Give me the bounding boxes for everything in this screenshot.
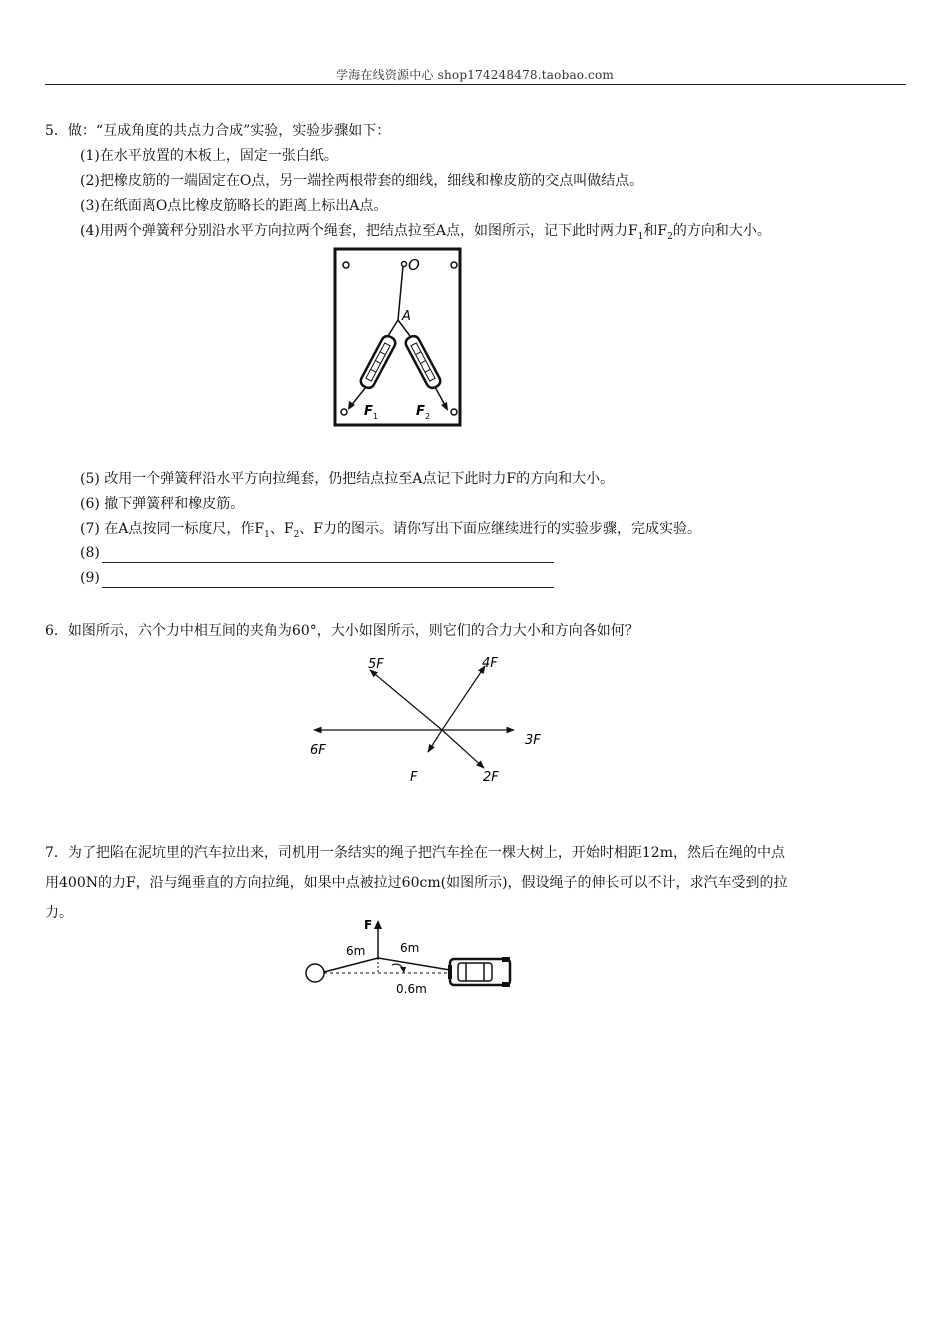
- label-f1-sub: 1: [373, 412, 379, 421]
- q7-line-1: 7．为了把陷在泥坑里的汽车拉出来，司机用一条结实的绳子把汽车拴在一棵大树上，开始时相距12m，然后在绳的中点: [45, 845, 785, 861]
- q5-step-6: (6) 撤下弹簧秤和橡皮筋。: [80, 496, 245, 512]
- q7-figure: [300, 915, 515, 1000]
- answer-blank-9[interactable]: [102, 571, 554, 588]
- rope-right: [378, 958, 450, 970]
- answer-blank-8[interactable]: [102, 546, 554, 563]
- q7-line-3: 力。: [45, 905, 73, 921]
- q7-line-2: 用400N的力F，沿与绳垂直的方向拉绳，如果中点被拉过60cm(如图所示)，假设绳子的伸长可以不计，求汽车受到的拉: [45, 875, 788, 891]
- force-5f: [370, 670, 442, 730]
- force-4f: [442, 666, 485, 730]
- car: [448, 957, 510, 987]
- page-header: 学海在线资源中心 shop174248478.taobao.com: [336, 68, 614, 82]
- label-force-f: F: [364, 918, 373, 932]
- q5-step-1: (1)在水平放置的木板上，固定一张白纸。: [80, 148, 338, 164]
- q5-step-4: (4)用两个弹簧秤分别沿水平方向拉两个绳套，把结点拉至A点，如图所示，记下此时两力$F_1$和$F_2$的方向和大小。: [80, 223, 771, 242]
- label-o: O: [408, 256, 420, 274]
- force-1f: [428, 730, 442, 752]
- tree-circle: [306, 964, 324, 982]
- rope-left: [324, 958, 378, 972]
- q5-step-2: (2)把橡皮筋的一端固定在O点，另一端拴两根带套的细线，细线和橡皮筋的交点叫做结点。: [80, 173, 644, 189]
- q5-step-5: (5) 改用一个弹簧秤沿水平方向拉绳套，仍把结点拉至A点记下此时力F的方向和大小。: [80, 471, 615, 487]
- label-2f: 2F: [483, 770, 499, 785]
- label-f1: F: [364, 404, 373, 419]
- q6-text: 6．如图所示，六个力中相互间的夹角为60°，大小如图所示，则它们的合力大小和方向各如何？: [45, 623, 639, 639]
- label-3f: 3F: [525, 733, 541, 748]
- label-left-6m: 6m: [346, 944, 366, 958]
- q5-step-7: (7) 在A点按同一标度尺，作$F_1$、$F_2$、F力的图示。请你写出下面应继续进行的实验步骤，完成实验。: [80, 521, 702, 540]
- label-right-6m: 6m: [400, 941, 420, 955]
- force-2f: [442, 730, 484, 768]
- label-a: A: [402, 309, 411, 324]
- q5-step-8: (8): [80, 543, 554, 563]
- q5-figure: [330, 244, 465, 430]
- label-f2: F: [416, 404, 425, 419]
- header-rule: [45, 84, 906, 85]
- q5-intro: 5．做：“互成角度的共点力合成”实验，实验步骤如下：: [45, 123, 391, 139]
- q5-step-3: (3)在纸面离O点比橡皮筋略长的距离上标出A点。: [80, 198, 388, 214]
- q5-step-9: (9): [80, 568, 554, 588]
- label-6f: 6F: [310, 743, 326, 758]
- label-4f: 4F: [482, 656, 498, 671]
- label-f2-sub: 2: [425, 412, 431, 421]
- q6-force-diagram: [300, 650, 555, 790]
- label-f: F: [410, 770, 418, 785]
- label-0-6m: 0.6m: [396, 982, 427, 996]
- label-5f: 5F: [368, 657, 384, 672]
- point-o: [402, 262, 407, 267]
